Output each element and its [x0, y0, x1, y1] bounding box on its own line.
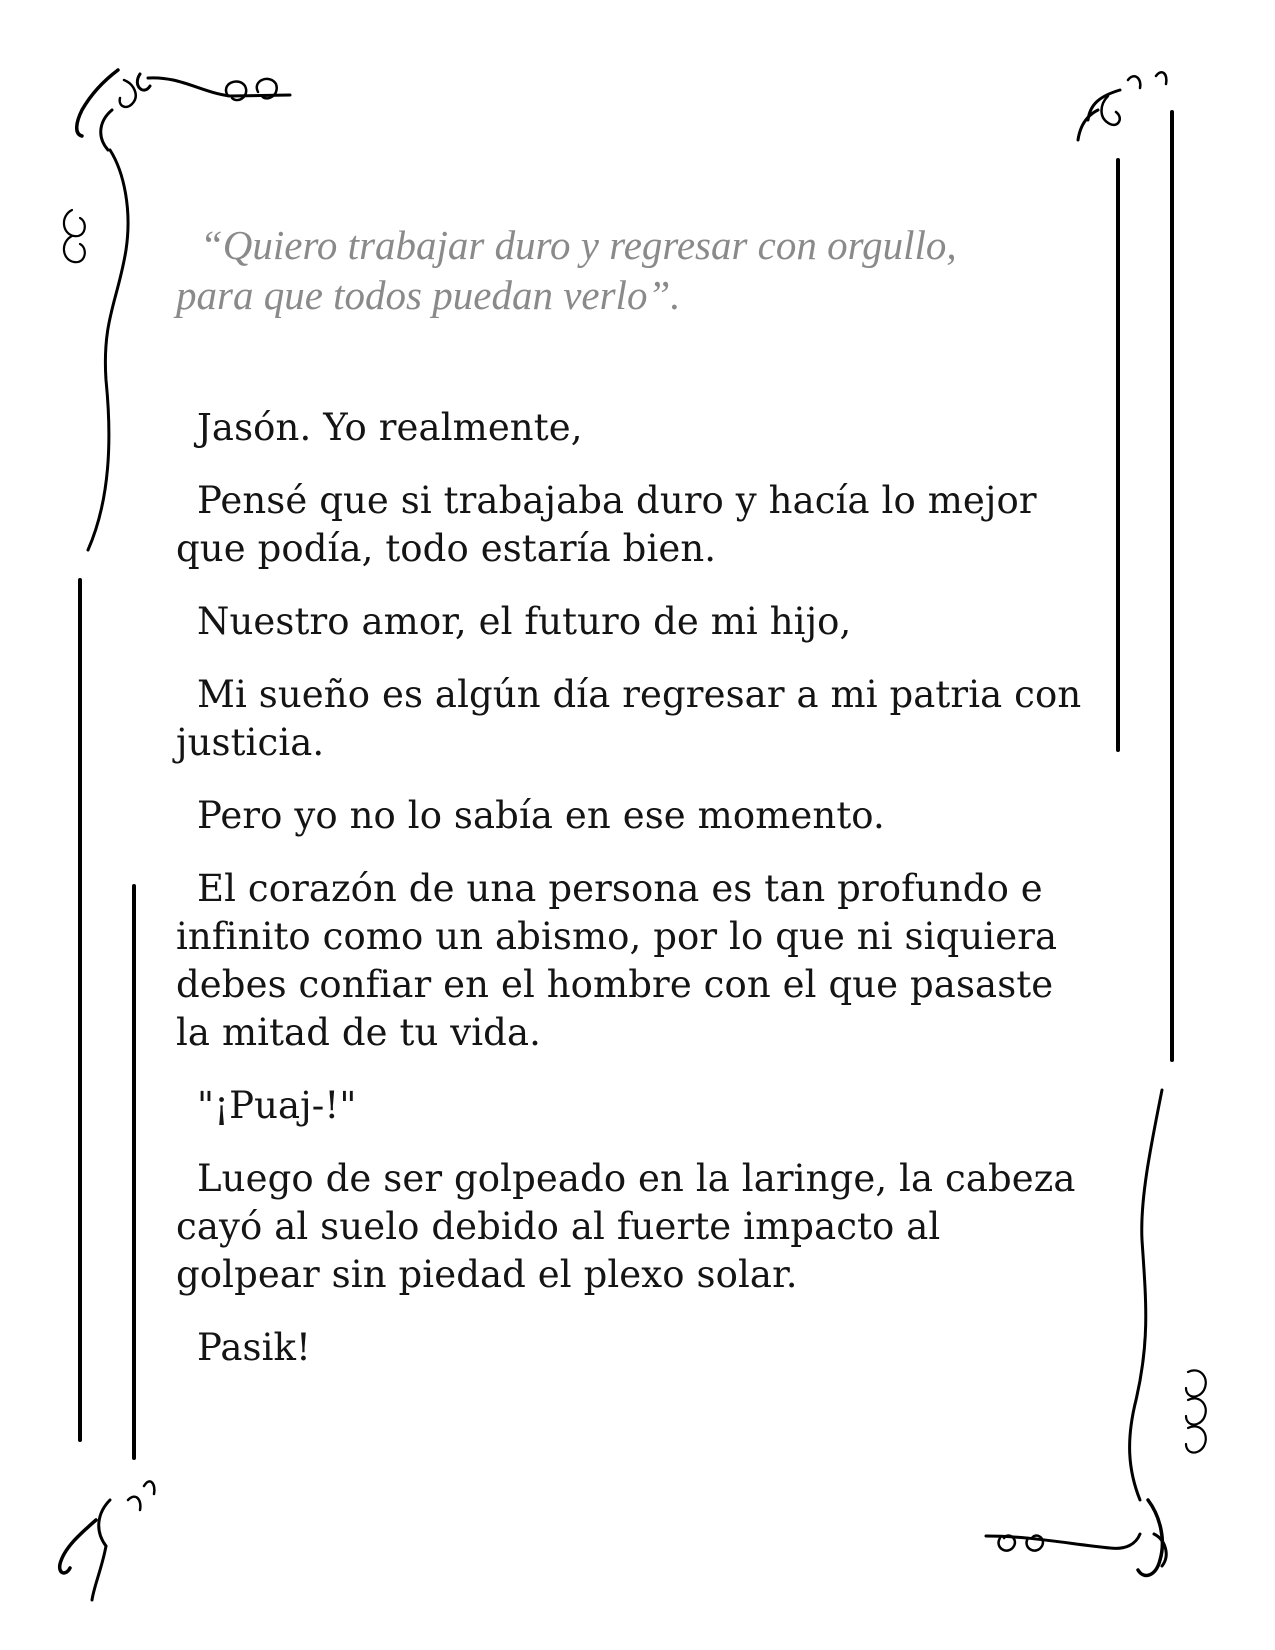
paragraph: Mi sueño es algún día regresar a mi patria con justicia.: [176, 673, 1082, 764]
page-content: [176, 220, 1086, 1397]
scroll-swirl-icon: [1130, 1090, 1206, 1500]
paragraph: Jasón. Yo realmente,: [197, 406, 583, 449]
paragraph: "¡Puaj-!": [197, 1084, 357, 1127]
paragraph: Pero yo no lo sabía en ese momento.: [197, 794, 885, 837]
paragraph: El corazón de una persona es tan profundo e infinito como un abismo, por lo que ni siquiera debes confiar en el hombre con el que pasaste la mitad de tu vida.: [176, 867, 1058, 1054]
epigraph-line: para que todos puedan verlo”.: [176, 272, 681, 318]
paragraph: Pasik!: [197, 1326, 312, 1369]
corner-flourish-icon: [1078, 72, 1166, 140]
paragraph: Nuestro amor, el futuro de mi hijo,: [197, 600, 852, 643]
corner-flourish-icon: [60, 1481, 155, 1600]
epigraph-quote: [176, 220, 1086, 320]
paragraph: Luego de ser golpeado en la laringe, la cabeza cayó al suelo debido al fuerte impacto al golpear sin piedad el plexo solar.: [176, 1157, 1076, 1296]
paragraph: Pensé que si trabajaba duro y hacía lo mejor que podía, todo estaría bien.: [176, 479, 1037, 570]
corner-flourish-icon: [986, 1500, 1166, 1575]
epigraph-line: “Quiero trabajar duro y regresar con orgullo,: [200, 222, 957, 268]
